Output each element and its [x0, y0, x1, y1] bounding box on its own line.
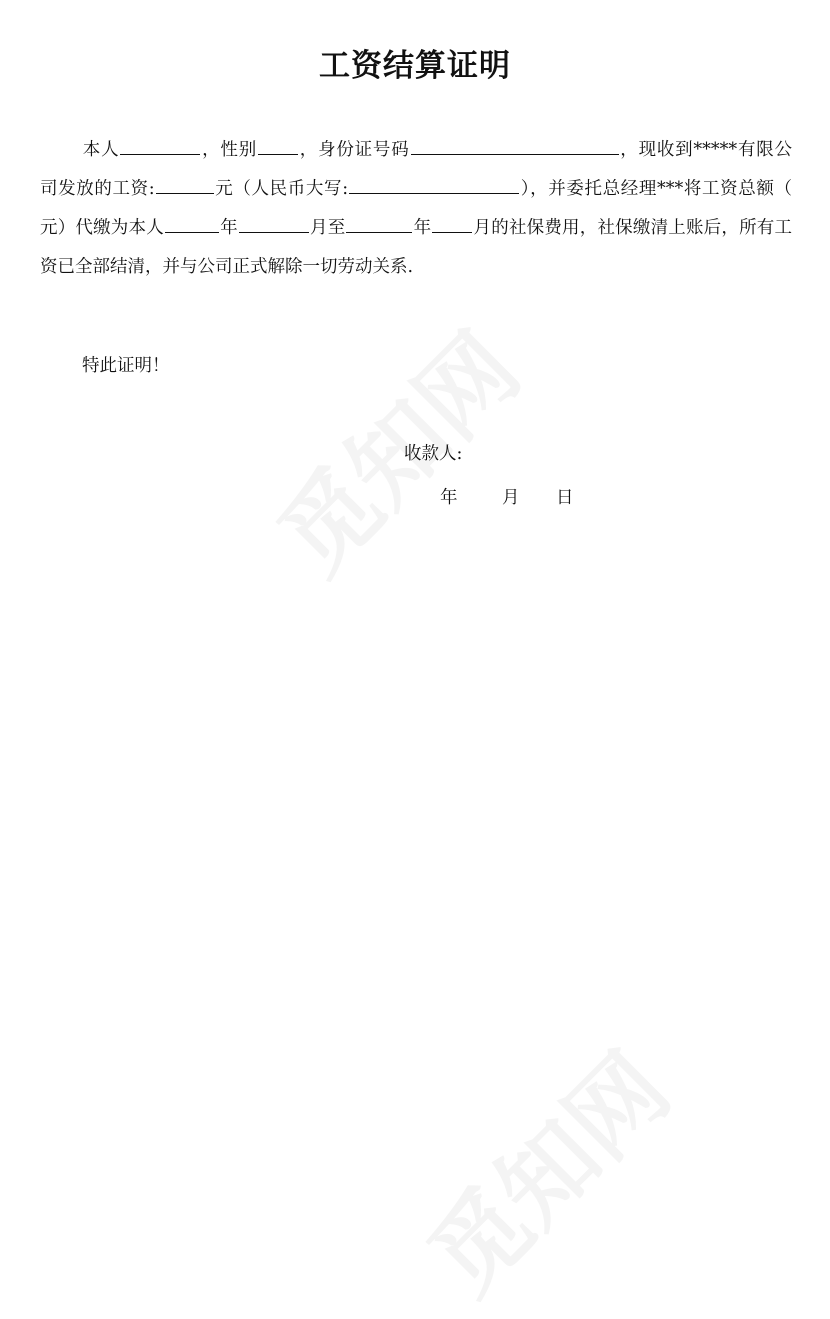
watermark [244, 298, 545, 599]
closing-statement: 特此证明！ [82, 356, 170, 376]
text-segment: ，身份证号码 [299, 140, 410, 160]
text-segment: 元（人民币大写: [214, 179, 349, 199]
watermark [394, 1018, 695, 1319]
start-month-blank[interactable] [239, 216, 309, 233]
text-segment: 本人 [82, 140, 120, 160]
text-segment: 年 [413, 218, 432, 238]
body-paragraph [40, 131, 792, 287]
amount-in-words-blank[interactable] [349, 177, 519, 194]
id-number-blank[interactable] [411, 138, 619, 155]
start-year-blank[interactable] [165, 216, 219, 233]
end-year-blank[interactable] [346, 216, 412, 233]
text-segment: 月的社保费用，社保缴清上账后，所有工资已全部结清，并与公司正式解除一切劳动关系. [40, 218, 792, 277]
date-month-label: 月 [502, 488, 520, 508]
text-segment: ，性别 [201, 140, 257, 160]
page-title: 工资结算证明 [319, 48, 511, 84]
text-segment: ），并委托总经理***将工资总额（ 元）代缴为本人 [40, 179, 793, 238]
date-year-label: 年 [440, 488, 458, 508]
text-segment: 年 [219, 218, 238, 238]
end-month-blank[interactable] [432, 216, 472, 233]
name-blank[interactable] [120, 138, 200, 155]
text-segment: ，现收到*****有限公司发放的工资: [40, 140, 793, 199]
payee-label: 收款人: [404, 444, 463, 464]
text-segment: 月至 [309, 218, 346, 238]
date-day-label: 日 [556, 488, 574, 508]
gender-blank[interactable] [258, 138, 298, 155]
salary-amount-blank[interactable] [156, 177, 214, 194]
